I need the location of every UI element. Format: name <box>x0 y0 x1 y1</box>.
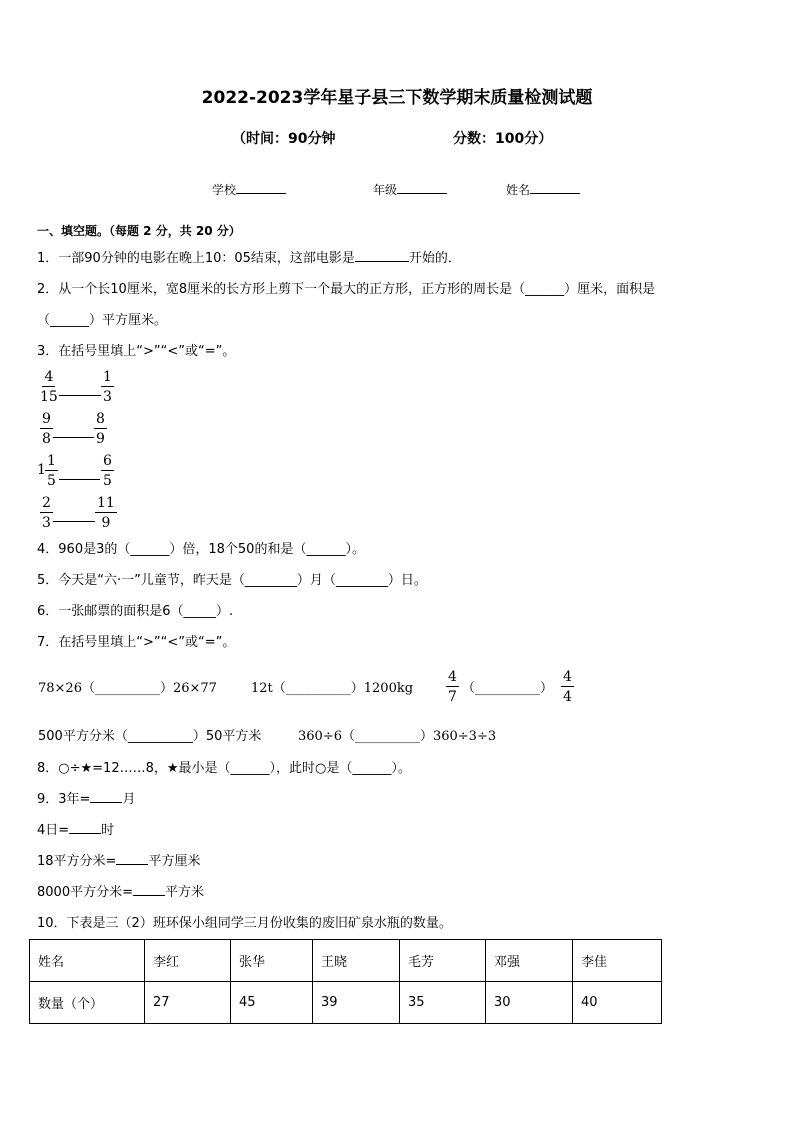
question-3-text: 3．在括号里填上“>”“<”或“=”。 <box>37 344 236 359</box>
fraction: $\frac{8}{9}$ <box>96 411 105 447</box>
fraction: $\frac{1}{5}$ <box>47 453 56 489</box>
school-field[interactable] <box>212 184 286 196</box>
table-header-row <box>30 940 662 982</box>
fraction: $\frac{1}{3}$ <box>103 369 112 405</box>
name-label: 姓名 <box>506 183 531 197</box>
table-cell: 邓强 <box>486 940 573 982</box>
table-cell: 李红 <box>145 940 231 982</box>
table-row <box>30 982 662 1024</box>
mixed-whole: 1 <box>37 462 46 478</box>
question-2-line1: 2．从一个长10厘米，宽8厘米的长方形上剪下一个最大的正方形，正方形的周长是（______）厘米，面积是 <box>37 282 656 297</box>
table-cell: 27 <box>145 982 231 1024</box>
school-blank[interactable] <box>236 192 286 194</box>
name-blank[interactable] <box>530 192 580 194</box>
fraction: $\frac{6}{5}$ <box>103 453 112 489</box>
answer-blank[interactable] <box>69 832 101 834</box>
question-2-line2: （______）平方厘米。 <box>37 313 168 328</box>
table-cell: 45 <box>231 982 313 1024</box>
answer-blank[interactable] <box>133 894 165 896</box>
bottle-table <box>29 939 662 1024</box>
question-9-b: 4日= 时 <box>37 823 115 838</box>
question-4: 4．960是3的（______）倍，18个50的和是（______）。 <box>37 542 365 557</box>
section-heading: 一、填空题。（每题 2 分，共 20 分） <box>37 224 241 238</box>
fraction: $\frac{4}{7}$ <box>448 669 457 705</box>
grade-field[interactable] <box>373 184 447 196</box>
table-cell: 39 <box>313 982 400 1024</box>
compare-blank[interactable]: （__________） <box>462 681 554 696</box>
answer-blank[interactable] <box>90 801 122 803</box>
fraction: $\frac{4}{4}$ <box>563 669 572 705</box>
fraction: $\frac{4}{15}$ <box>40 369 58 405</box>
compare-item: 78×26（__________）26×77 <box>38 681 217 696</box>
exam-score: 分数：100分） <box>453 131 553 147</box>
question-1-tail: 开始的． <box>408 251 461 266</box>
question-9-d: 8000平方分米= 平方米 <box>37 885 204 900</box>
answer-blank[interactable] <box>59 479 100 480</box>
question-9-c: 18平方分米= 平方厘米 <box>37 854 201 869</box>
answer-blank[interactable] <box>53 437 94 438</box>
name-field[interactable] <box>506 184 580 196</box>
table-cell: 毛芳 <box>400 940 486 982</box>
question-9-a: 9．3年= 月 <box>37 792 136 807</box>
answer-blank[interactable] <box>59 395 101 396</box>
school-label: 学校 <box>212 183 237 197</box>
table-cell: 30 <box>486 982 573 1024</box>
question-5: 5．今天是“六·一”儿童节，昨天是（________）月（________）日。 <box>37 573 427 588</box>
grade-blank[interactable] <box>397 192 447 194</box>
table-cell: 姓名 <box>30 940 145 982</box>
table-cell: 李佳 <box>573 940 662 982</box>
fraction: $\frac{2}{3}$ <box>42 495 51 531</box>
table-cell: 40 <box>573 982 662 1024</box>
answer-blank[interactable] <box>116 863 148 865</box>
question-1 <box>37 252 461 265</box>
compare-item: 360÷6（__________）360÷3÷3 <box>298 729 497 744</box>
page-title: 2022-2023学年星子县三下数学期末质量检测试题 <box>201 88 593 108</box>
table-cell: 35 <box>400 982 486 1024</box>
table-cell: 王晓 <box>313 940 400 982</box>
question-7-text: 7．在括号里填上“>”“<”或“=”。 <box>37 635 236 650</box>
answer-blank[interactable] <box>355 260 409 262</box>
question-6: 6．一张邮票的面积是6（_____）. <box>37 604 234 619</box>
table-cell: 张华 <box>231 940 313 982</box>
table-cell: 数量（个） <box>30 982 145 1024</box>
question-10-text: 10．下表是三（2）班环保小组同学三月份收集的废旧矿泉水瓶的数量。 <box>37 916 452 931</box>
fraction: $\frac{11}{9}$ <box>97 495 115 531</box>
compare-item: 500平方分米（__________）50平方米 <box>38 729 262 744</box>
grade-label: 年级 <box>373 183 398 197</box>
exam-time: （时间：90分钟 <box>232 131 336 147</box>
question-8: 8．○÷★=12……8，★最小是（______），此时○是（______）。 <box>37 761 411 776</box>
compare-item: 12t（__________）1200kg <box>251 681 414 696</box>
fraction: $\frac{9}{8}$ <box>42 411 51 447</box>
question-1-text: 1．一部90分钟的电影在晚上10：05结束，这部电影是 <box>37 251 355 266</box>
answer-blank[interactable] <box>53 521 95 522</box>
